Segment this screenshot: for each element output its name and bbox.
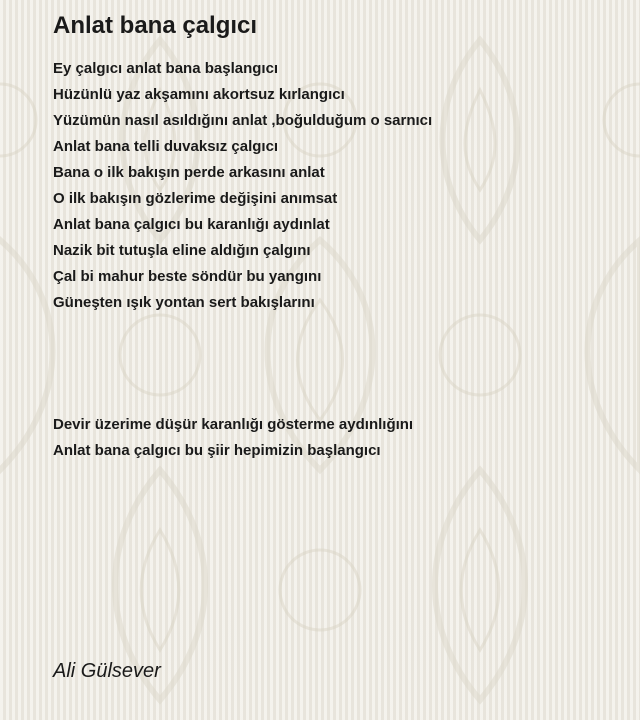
- poem-line: Devir üzerime düşür karanlığı gösterme aydınlığını: [53, 416, 414, 433]
- poem-stanza-1: [53, 56, 432, 316]
- poem-line: Anlat bana çalgıcı bu şiir hepimizin başlangıcı: [53, 442, 381, 459]
- poem-author: Ali Gülsever: [53, 660, 161, 682]
- poem-stanza-2: [53, 412, 413, 464]
- poem-line: Anlat bana telli duvaksız çalgıcı: [53, 138, 279, 155]
- poem-line: Hüzünlü yaz akşamını akortsuz kırlangıcı: [53, 86, 345, 103]
- poem-line: Yüzümün nasıl asıldığını anlat ,boğulduğum o sarnıcı: [53, 112, 433, 129]
- poem-line: Anlat bana çalgıcı bu karanlığı aydınlat: [53, 216, 330, 233]
- poem-line: O ilk bakışın gözlerime değişini anımsat: [53, 190, 338, 207]
- poem-line: Çal bi mahur beste söndür bu yangını: [53, 268, 322, 285]
- poem-line: Güneşten ışık yontan sert bakışlarını: [53, 294, 315, 311]
- poem-title: Anlat bana çalgıcı: [53, 12, 258, 39]
- poem-line: Bana o ilk bakışın perde arkasını anlat: [53, 164, 325, 181]
- poem-line: Nazik bit tutuşla eline aldığın çalgını: [53, 242, 311, 259]
- poem-line: Ey çalgıcı anlat bana başlangıcı: [53, 60, 279, 77]
